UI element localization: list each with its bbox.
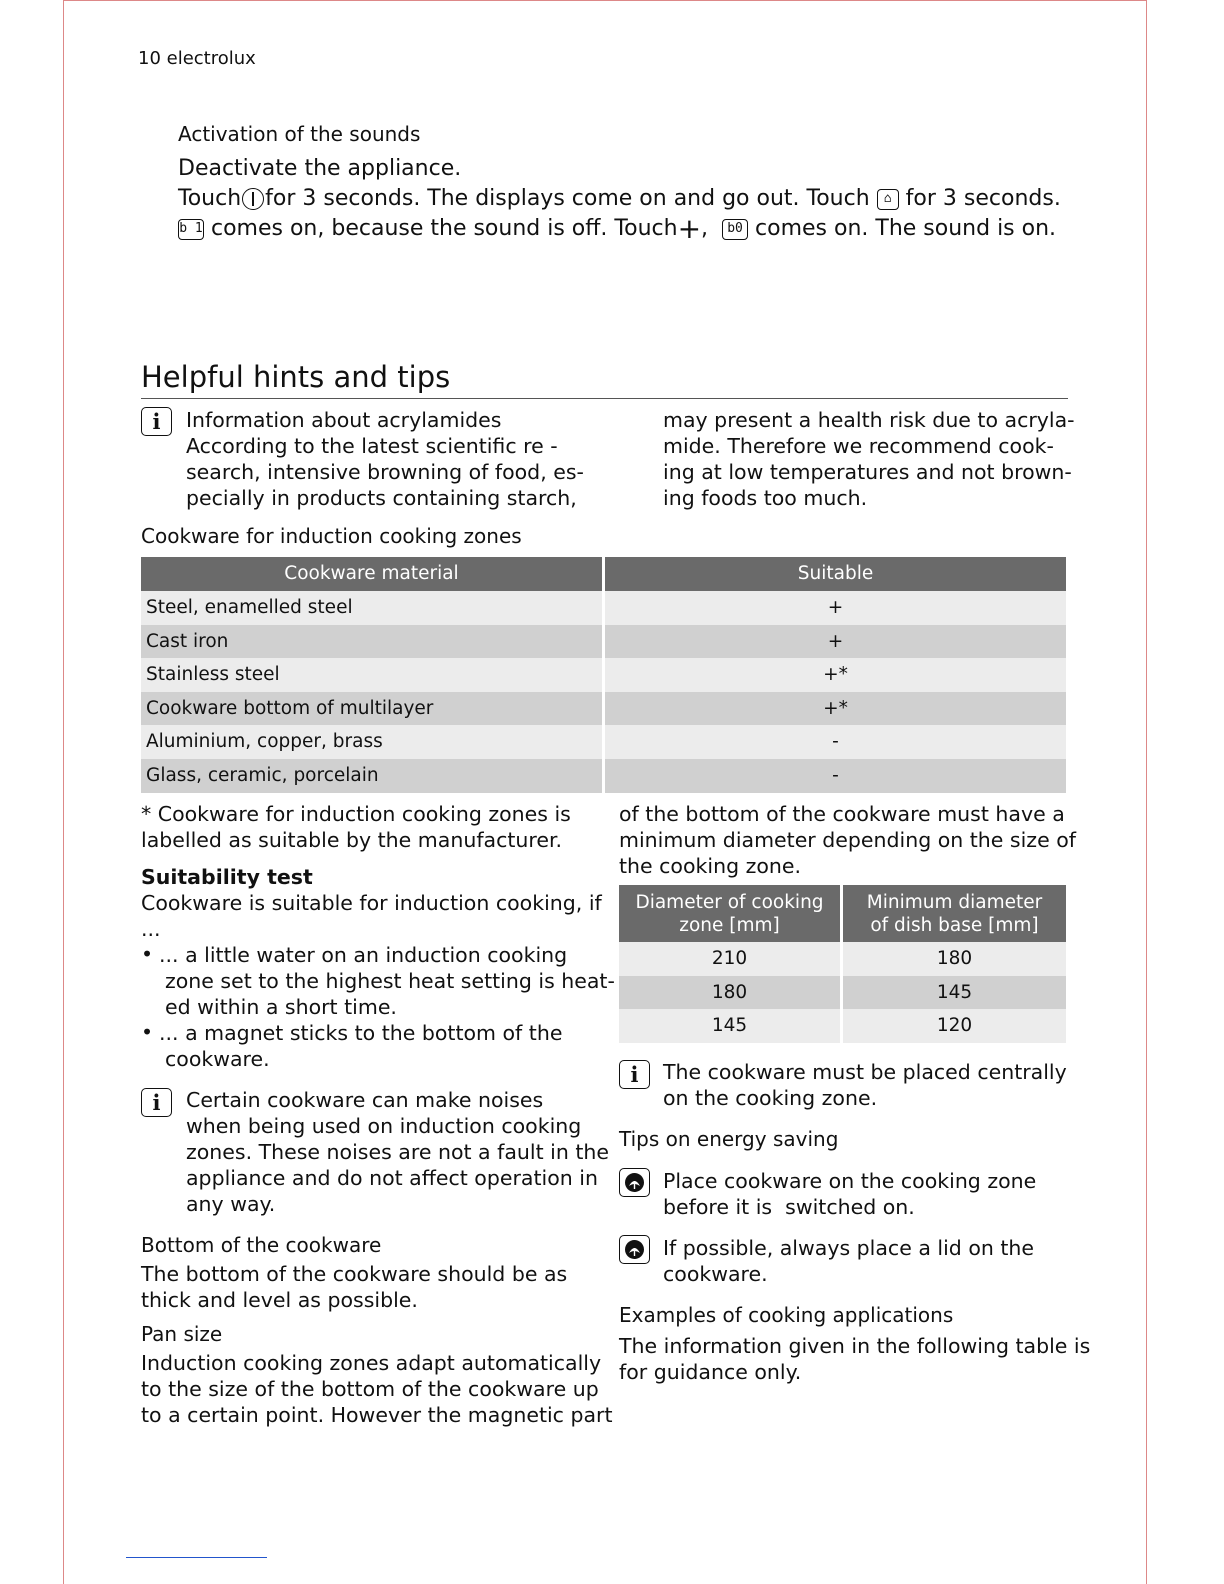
energy-title: Tips on energy saving [619, 1127, 839, 1151]
central-line: The cookware must be placed centrally [663, 1060, 1067, 1084]
bottom-text [141, 1261, 567, 1313]
noise-line: appliance and do not affect operation in [186, 1166, 598, 1190]
table-cell: 210 [619, 942, 840, 976]
sounds-line-3-b: , [701, 216, 709, 241]
cookware-table-header-suitable: Suitable [605, 557, 1066, 591]
table-row: Aluminium, copper, brass [141, 725, 602, 759]
pan-line: to a certain point. However the magnetic part [141, 1403, 613, 1427]
acrylamide-line: According to the latest scientific re - [186, 434, 558, 458]
header-line: Minimum diameter [866, 892, 1043, 913]
acrylamide-left [186, 407, 584, 511]
bullet-line: zone set to the highest heat setting is heat- [165, 969, 615, 993]
page-border-right [1146, 0, 1147, 1584]
eco-leaf-icon [619, 1235, 650, 1264]
eco-leaf-icon [619, 1168, 650, 1197]
suitability-line: ... [141, 917, 161, 941]
table-cell: 145 [843, 976, 1066, 1009]
table-row: Steel, enamelled steel [141, 591, 602, 625]
diameter-table-header-base [843, 885, 1066, 942]
bullet-item-water [159, 942, 615, 1020]
sounds-line-1 [178, 156, 461, 181]
lock-icon: ⌂ [877, 189, 899, 210]
plus-icon: + [677, 212, 702, 245]
table-cell: 120 [843, 1009, 1066, 1043]
table-cell: +* [605, 692, 1066, 725]
sounds-line-1-text: Deactivate the appliance. [178, 156, 462, 181]
table-row: Stainless steel [141, 658, 602, 692]
footer-rule [126, 1557, 267, 1558]
pan-size-text [141, 1350, 613, 1428]
section-title: Helpful hints and tips [141, 360, 451, 394]
cookware-table [141, 557, 1066, 793]
acrylamide-line: mide. Therefore we recommend cook- [663, 434, 1054, 458]
acrylamide-line: ing foods too much. [663, 486, 868, 510]
table-cell: + [605, 591, 1066, 625]
central-line: on the cooking zone. [663, 1086, 878, 1110]
power-icon [242, 188, 264, 210]
sounds-line-3-a: comes on, because the sound is off. Touch [211, 216, 678, 241]
energy-tip-1 [663, 1168, 1036, 1220]
pan-line: Induction cooking zones adapt automatically [141, 1351, 602, 1375]
acrylamide-line: may present a health risk due to acryla- [663, 408, 1075, 432]
sounds-line-3 [178, 212, 1057, 245]
footnote [141, 801, 571, 853]
pan-cont-line: of the bottom of the cookware must have a [619, 802, 1065, 826]
suitability-line: Cookware is suitable for induction cooking, if [141, 891, 602, 915]
bullet-line: cookware. [165, 1047, 270, 1071]
examples-title: Examples of cooking applications [619, 1303, 954, 1327]
pan-size-continued [619, 801, 1076, 879]
noise-info [186, 1087, 609, 1217]
table-cell: - [605, 725, 1066, 759]
acrylamide-line: pecially in products containing starch, [186, 486, 577, 510]
cookware-table-header-material: Cookware material [141, 557, 602, 591]
header-line: of dish base [mm] [870, 915, 1039, 936]
sounds-line-2-c: for 3 seconds. [905, 186, 1061, 211]
table-row: Cast iron [141, 625, 602, 658]
noise-line: any way. [186, 1192, 276, 1216]
footnote-line: * Cookware for induction cooking zones is [141, 802, 571, 826]
footnote-line: labelled as suitable by the manufacturer. [141, 828, 563, 852]
energy-line: cookware. [663, 1262, 768, 1286]
table-cell: 145 [619, 1009, 840, 1043]
table-cell: + [605, 625, 1066, 658]
pan-size-title: Pan size [141, 1322, 223, 1346]
display-sound-on-icon: b0 [722, 219, 748, 240]
central-info [663, 1059, 1067, 1111]
page-header: 10 electrolux [138, 48, 256, 69]
sounds-line-3-c: comes on. The sound is on. [755, 216, 1057, 241]
info-icon: i [141, 1088, 172, 1117]
display-sound-off-icon: b 1 [178, 219, 204, 240]
energy-tip-2 [663, 1235, 1034, 1287]
examples-line: The information given in the following table is [619, 1334, 1091, 1358]
diameter-table [619, 885, 1066, 1043]
table-row: Cookware bottom of multilayer [141, 692, 602, 725]
header-line: Diameter of cooking [635, 892, 824, 913]
diameter-table-header-zone [619, 885, 840, 942]
noise-line: zones. These noises are not a fault in the [186, 1140, 609, 1164]
bottom-line: thick and level as possible. [141, 1288, 418, 1312]
sounds-line-2-a: Touch [178, 186, 242, 211]
acrylamide-line: ing at low temperatures and not brown- [663, 460, 1072, 484]
pan-line: to the size of the bottom of the cookware up [141, 1377, 599, 1401]
bullet-marker: • [141, 942, 154, 966]
table-cell: 180 [843, 942, 1066, 976]
info-icon: i [619, 1060, 650, 1089]
sounds-line-2-b: for 3 seconds. The displays come on and go out. Touch [265, 186, 870, 211]
pan-cont-line: minimum diameter depending on the size of [619, 828, 1076, 852]
sounds-title: Activation of the sounds [178, 122, 421, 146]
table-cell: 180 [619, 976, 840, 1009]
section-divider [141, 398, 1068, 399]
acrylamide-right [663, 407, 1075, 511]
pan-cont-line: the cooking zone. [619, 854, 802, 878]
energy-line: before it is switched on. [663, 1195, 915, 1219]
examples-line: for guidance only. [619, 1360, 802, 1384]
bullet-line: ... a magnet sticks to the bottom of the [159, 1021, 563, 1045]
table-cell: - [605, 759, 1066, 793]
sounds-line-2 [178, 186, 1061, 211]
cookware-table-title: Cookware for induction cooking zones [141, 524, 522, 548]
table-cell: +* [605, 658, 1066, 692]
bottom-title: Bottom of the cookware [141, 1233, 382, 1257]
page-border-top [63, 0, 1147, 1]
suitability-title: Suitability test [141, 865, 313, 889]
bullet-item-magnet [159, 1020, 562, 1072]
bullet-line: ... a little water on an induction cooking [159, 943, 568, 967]
energy-line: If possible, always place a lid on the [663, 1236, 1035, 1260]
table-row: Glass, ceramic, porcelain [141, 759, 602, 793]
page-border-left [63, 0, 64, 1584]
noise-line: Certain cookware can make noises [186, 1088, 544, 1112]
noise-line: when being used on induction cooking [186, 1114, 582, 1138]
acrylamide-line: search, intensive browning of food, es- [186, 460, 584, 484]
bullet-marker: • [141, 1020, 154, 1044]
suitability-intro [141, 890, 602, 942]
acrylamide-line: Information about acrylamides [186, 408, 502, 432]
info-icon: i [141, 407, 172, 436]
bottom-line: The bottom of the cookware should be as [141, 1262, 568, 1286]
bullet-line: ed within a short time. [165, 995, 397, 1019]
examples-text [619, 1333, 1090, 1385]
header-line: zone [mm] [679, 915, 780, 936]
energy-line: Place cookware on the cooking zone [663, 1169, 1037, 1193]
